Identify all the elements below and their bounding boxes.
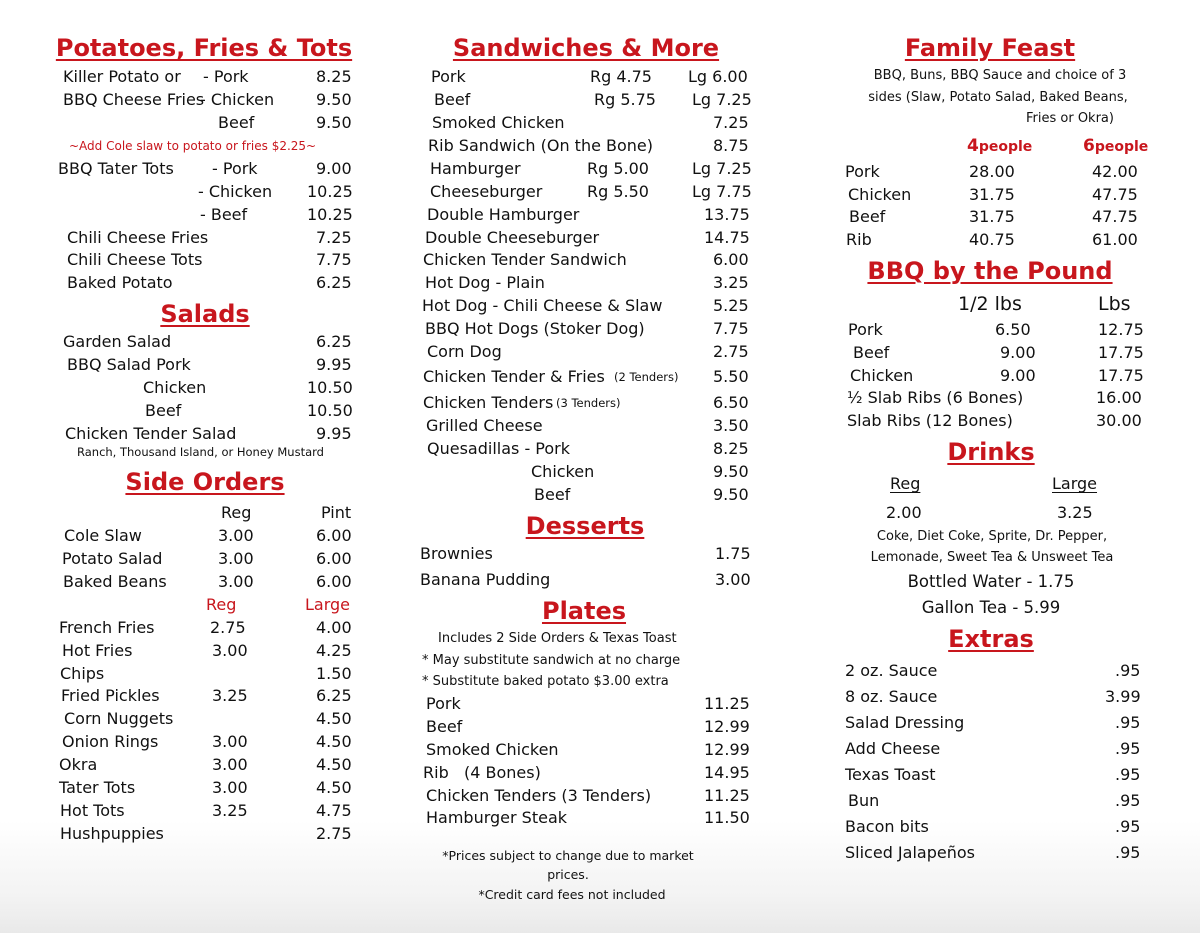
item-price: 6.00 bbox=[316, 572, 352, 591]
gallon-tea: Gallon Tea - 5.99 bbox=[921, 598, 1061, 617]
item-price: 40.75 bbox=[969, 230, 1015, 249]
item-price: 6.00 bbox=[316, 526, 352, 545]
item-note: (2 Tenders) bbox=[614, 370, 679, 384]
item-price: 2.75 bbox=[316, 824, 352, 843]
item-name: Double Hamburger bbox=[427, 205, 580, 224]
item-price: 4.50 bbox=[316, 709, 352, 728]
drink-price: 3.25 bbox=[1057, 503, 1093, 522]
item-name: Pork bbox=[848, 320, 883, 339]
item-price: 4.50 bbox=[316, 755, 352, 774]
item-price: 3.50 bbox=[713, 416, 749, 435]
item-name: Hushpuppies bbox=[60, 824, 164, 843]
people-label: people bbox=[978, 139, 1033, 155]
item-name: Bun bbox=[848, 791, 880, 810]
item-price: 3.25 bbox=[713, 273, 749, 292]
item-price: Lg 6.00 bbox=[688, 67, 748, 86]
item-option: - Pork bbox=[212, 159, 258, 178]
item-name: Hot Dog - Plain bbox=[425, 273, 545, 292]
item-price: Lg 7.25 bbox=[692, 90, 752, 109]
item-price: Rg 5.75 bbox=[594, 90, 656, 109]
item-price: 3.00 bbox=[715, 570, 751, 589]
item-name: Chili Cheese Fries bbox=[67, 228, 209, 247]
item-price: 12.75 bbox=[1098, 320, 1144, 339]
column-header: Lbs bbox=[1098, 293, 1131, 315]
drink-options: Lemonade, Sweet Tea & Unsweet Tea bbox=[870, 550, 1114, 565]
item-name: French Fries bbox=[59, 618, 155, 637]
item-name: Hot Dog - Chili Cheese & Slaw bbox=[422, 296, 663, 315]
item-price: .95 bbox=[1115, 791, 1141, 810]
item-price: 4.25 bbox=[316, 641, 352, 660]
item-name: Tater Tots bbox=[59, 778, 136, 797]
item-name: Killer Potato or bbox=[63, 67, 181, 86]
item-price: 2.75 bbox=[210, 618, 246, 637]
item-price: 3.00 bbox=[218, 526, 254, 545]
item-name: Sliced Jalapeños bbox=[845, 843, 975, 862]
item-price: 6.25 bbox=[316, 686, 352, 705]
item-price: 28.00 bbox=[969, 162, 1015, 181]
desserts-heading: Desserts bbox=[525, 512, 645, 540]
item-name: Beef bbox=[145, 401, 182, 420]
item-name: Okra bbox=[59, 755, 98, 774]
item-price: Rg 5.50 bbox=[587, 182, 649, 201]
people-count: 6 bbox=[1083, 136, 1095, 156]
item-price: 13.75 bbox=[704, 205, 750, 224]
item-price: 6.25 bbox=[316, 273, 352, 292]
item-price: 4.75 bbox=[316, 801, 352, 820]
item-name: Cheeseburger bbox=[430, 182, 543, 201]
plates-intro: Includes 2 Side Orders & Texas Toast bbox=[438, 631, 677, 646]
item-name: Smoked Chicken bbox=[426, 740, 559, 759]
card-fee-note: *Credit card fees not included bbox=[478, 887, 666, 902]
plates-heading: Plates bbox=[541, 597, 627, 625]
item-option: - Beef bbox=[200, 205, 248, 224]
item-price: 61.00 bbox=[1092, 230, 1138, 249]
item-price: 30.00 bbox=[1096, 411, 1142, 430]
item-price: .95 bbox=[1115, 661, 1141, 680]
item-note: (3 Tenders) bbox=[556, 396, 621, 410]
item-name: Corn Nuggets bbox=[64, 709, 174, 728]
item-name: BBQ Tater Tots bbox=[58, 159, 174, 178]
item-price: 1.50 bbox=[316, 664, 352, 683]
item-name: Potato Salad bbox=[62, 549, 163, 568]
item-price: 8.75 bbox=[713, 136, 749, 155]
item-price: 7.75 bbox=[316, 250, 352, 269]
drink-price: 2.00 bbox=[886, 503, 922, 522]
item-price: 31.75 bbox=[969, 185, 1015, 204]
item-price: Lg 7.75 bbox=[692, 182, 752, 201]
item-price: 3.00 bbox=[218, 549, 254, 568]
item-price: 3.99 bbox=[1105, 687, 1141, 706]
bbq-by-pound-heading: BBQ by the Pound bbox=[867, 257, 1113, 285]
item-name: Chips bbox=[60, 664, 105, 683]
item-name: Chicken Tenders (3 Tenders) bbox=[426, 786, 652, 805]
item-option: Beef bbox=[218, 113, 255, 132]
item-price: Lg 7.25 bbox=[692, 159, 752, 178]
side-orders-heading: Side Orders bbox=[125, 468, 285, 496]
item-price: Rg 5.00 bbox=[587, 159, 649, 178]
drinks-heading: Drinks bbox=[947, 438, 1035, 466]
item-name: Garden Salad bbox=[63, 332, 172, 351]
item-price: 3.00 bbox=[212, 755, 248, 774]
family-description: BBQ, Buns, BBQ Sauce and choice of 3 bbox=[873, 68, 1127, 83]
item-price: 17.75 bbox=[1098, 343, 1144, 362]
item-price: 42.00 bbox=[1092, 162, 1138, 181]
item-name: 8 oz. Sauce bbox=[845, 687, 938, 706]
item-option: - Chicken bbox=[198, 182, 273, 201]
item-name: Hot Fries bbox=[62, 641, 133, 660]
item-price: Rg 4.75 bbox=[590, 67, 652, 86]
family-description: Fries or Okra) bbox=[1026, 111, 1114, 126]
price-disclaimer: *Prices subject to change due to market bbox=[442, 848, 694, 863]
item-name: Fried Pickles bbox=[61, 686, 160, 705]
item-price: 1.75 bbox=[715, 544, 751, 563]
item-price: 4.00 bbox=[316, 618, 352, 637]
item-price: 11.50 bbox=[704, 808, 750, 827]
column-header: Reg bbox=[206, 595, 237, 614]
item-name: Pork bbox=[845, 162, 880, 181]
item-price: 9.50 bbox=[713, 485, 749, 504]
item-price: .95 bbox=[1115, 817, 1141, 836]
item-name: Brownies bbox=[420, 544, 493, 563]
item-option: - Pork bbox=[203, 67, 249, 86]
item-price: 10.50 bbox=[307, 378, 353, 397]
item-price: .95 bbox=[1115, 713, 1141, 732]
item-name: Chicken Tender Sandwich bbox=[423, 250, 627, 269]
item-name: Texas Toast bbox=[845, 765, 936, 784]
item-price: 10.25 bbox=[307, 182, 353, 201]
item-price: 11.25 bbox=[704, 786, 750, 805]
item-price: 9.00 bbox=[1000, 366, 1036, 385]
item-name: BBQ Salad Pork bbox=[67, 355, 191, 374]
item-price: 4.50 bbox=[316, 778, 352, 797]
item-price: 9.95 bbox=[316, 424, 352, 443]
item-price: 9.00 bbox=[316, 159, 352, 178]
family-feast-heading: Family Feast bbox=[904, 34, 1076, 62]
item-option: - Chicken bbox=[200, 90, 275, 109]
plates-note: * May substitute sandwich at no charge bbox=[422, 653, 681, 668]
item-name: Banana Pudding bbox=[420, 570, 551, 589]
item-name: ½ Slab Ribs (6 Bones) bbox=[847, 388, 1024, 407]
item-name: Corn Dog bbox=[427, 342, 502, 361]
item-name: Pork bbox=[426, 694, 461, 713]
item-price: 3.00 bbox=[212, 641, 248, 660]
item-name: Salad Dressing bbox=[845, 713, 965, 732]
item-price: 3.25 bbox=[212, 686, 248, 705]
item-price: 9.50 bbox=[316, 90, 352, 109]
item-price: 2.75 bbox=[713, 342, 749, 361]
item-price: 8.25 bbox=[713, 439, 749, 458]
column-header: Reg bbox=[221, 503, 252, 522]
item-name: Quesadillas - Pork bbox=[427, 439, 571, 458]
dressing-note: Ranch, Thousand Island, or Honey Mustard bbox=[77, 445, 324, 459]
column-header: 1/2 lbs bbox=[958, 293, 1022, 315]
item-name: Rib Sandwich (On the Bone) bbox=[428, 136, 654, 155]
item-name: Beef bbox=[849, 207, 886, 226]
item-price: 14.95 bbox=[704, 763, 750, 782]
item-name: Hamburger bbox=[430, 159, 521, 178]
item-name: Onion Rings bbox=[62, 732, 159, 751]
item-name: Smoked Chicken bbox=[432, 113, 565, 132]
item-price: 6.50 bbox=[713, 393, 749, 412]
item-name: Beef bbox=[426, 717, 463, 736]
item-price: 9.00 bbox=[1000, 343, 1036, 362]
item-name: Rib (4 Bones) bbox=[423, 763, 541, 782]
item-price: 5.25 bbox=[713, 296, 749, 315]
item-name: Hamburger Steak bbox=[426, 808, 568, 827]
item-price: 17.75 bbox=[1098, 366, 1144, 385]
item-price: .95 bbox=[1115, 843, 1141, 862]
potatoes-heading: Potatoes, Fries & Tots bbox=[55, 34, 353, 62]
item-name: BBQ Cheese Fries bbox=[63, 90, 205, 109]
item-price: 6.50 bbox=[995, 320, 1031, 339]
item-price: 9.95 bbox=[316, 355, 352, 374]
item-name: Grilled Cheese bbox=[426, 416, 543, 435]
item-price: 11.25 bbox=[704, 694, 750, 713]
column-header: Large bbox=[305, 595, 351, 614]
item-price: 3.00 bbox=[212, 778, 248, 797]
family-description: sides (Slaw, Potato Salad, Baked Beans, bbox=[868, 90, 1128, 105]
item-name: Chicken Tender & Fries bbox=[423, 367, 605, 386]
item-name: Add Cheese bbox=[845, 739, 941, 758]
price-disclaimer: prices. bbox=[547, 867, 589, 882]
item-price: .95 bbox=[1115, 765, 1141, 784]
item-price: 9.50 bbox=[316, 113, 352, 132]
bottled-water: Bottled Water - 1.75 bbox=[907, 572, 1075, 591]
salads-heading: Salads bbox=[160, 300, 250, 328]
item-price: 5.50 bbox=[713, 367, 749, 386]
item-price: 3.00 bbox=[212, 732, 248, 751]
item-price: 47.75 bbox=[1092, 185, 1138, 204]
item-name: Chicken Tenders bbox=[423, 393, 554, 412]
item-name: Baked Beans bbox=[63, 572, 167, 591]
item-price: 10.25 bbox=[307, 205, 353, 224]
item-price: 6.00 bbox=[713, 250, 749, 269]
people-header bbox=[1083, 138, 1148, 155]
item-price: .95 bbox=[1115, 739, 1141, 758]
item-price: 31.75 bbox=[969, 207, 1015, 226]
item-name: Cole Slaw bbox=[64, 526, 142, 545]
item-name: Slab Ribs (12 Bones) bbox=[847, 411, 1013, 430]
item-price: 7.25 bbox=[713, 113, 749, 132]
item-name: Baked Potato bbox=[67, 273, 173, 292]
item-price: 8.25 bbox=[316, 67, 352, 86]
item-price: 47.75 bbox=[1092, 207, 1138, 226]
item-price: 12.99 bbox=[704, 740, 750, 759]
item-name: BBQ Hot Dogs (Stoker Dog) bbox=[425, 319, 645, 338]
sandwiches-heading: Sandwiches & More bbox=[452, 34, 720, 62]
column-header: Reg bbox=[890, 474, 921, 493]
item-price: 12.99 bbox=[704, 717, 750, 736]
plates-note: * Substitute baked potato $3.00 extra bbox=[422, 674, 669, 689]
item-price: 7.25 bbox=[316, 228, 352, 247]
item-name: Rib bbox=[846, 230, 872, 249]
extras-heading: Extras bbox=[948, 625, 1034, 653]
item-name: Pork bbox=[431, 67, 466, 86]
item-price: 10.50 bbox=[307, 401, 353, 420]
item-price: 6.25 bbox=[316, 332, 352, 351]
item-name: Bacon bits bbox=[845, 817, 929, 836]
item-name: Chicken Tender Salad bbox=[65, 424, 237, 443]
item-name: Beef bbox=[534, 485, 571, 504]
item-price: 4.50 bbox=[316, 732, 352, 751]
item-price: 16.00 bbox=[1096, 388, 1142, 407]
people-header bbox=[967, 138, 1032, 155]
column-header: Pint bbox=[321, 503, 352, 522]
item-name: Chicken bbox=[143, 378, 207, 397]
item-name: Chicken bbox=[848, 185, 912, 204]
item-name: Double Cheeseburger bbox=[425, 228, 600, 247]
people-label: people bbox=[1094, 139, 1149, 155]
people-count: 4 bbox=[967, 136, 979, 156]
item-name: Chili Cheese Tots bbox=[67, 250, 203, 269]
item-price: 7.75 bbox=[713, 319, 749, 338]
item-price: 6.00 bbox=[316, 549, 352, 568]
item-price: 3.25 bbox=[212, 801, 248, 820]
item-price: 3.00 bbox=[218, 572, 254, 591]
item-name: Beef bbox=[853, 343, 890, 362]
item-name: 2 oz. Sauce bbox=[845, 661, 938, 680]
item-name: Hot Tots bbox=[60, 801, 125, 820]
item-name: Chicken bbox=[531, 462, 595, 481]
item-name: Chicken bbox=[850, 366, 914, 385]
drink-options: Coke, Diet Coke, Sprite, Dr. Pepper, bbox=[876, 529, 1108, 544]
item-name: Beef bbox=[434, 90, 471, 109]
item-price: 9.50 bbox=[713, 462, 749, 481]
coleslaw-addon-note: ~Add Cole slaw to potato or fries $2.25~ bbox=[69, 139, 317, 153]
item-price: 14.75 bbox=[704, 228, 750, 247]
column-header: Large bbox=[1052, 474, 1098, 493]
